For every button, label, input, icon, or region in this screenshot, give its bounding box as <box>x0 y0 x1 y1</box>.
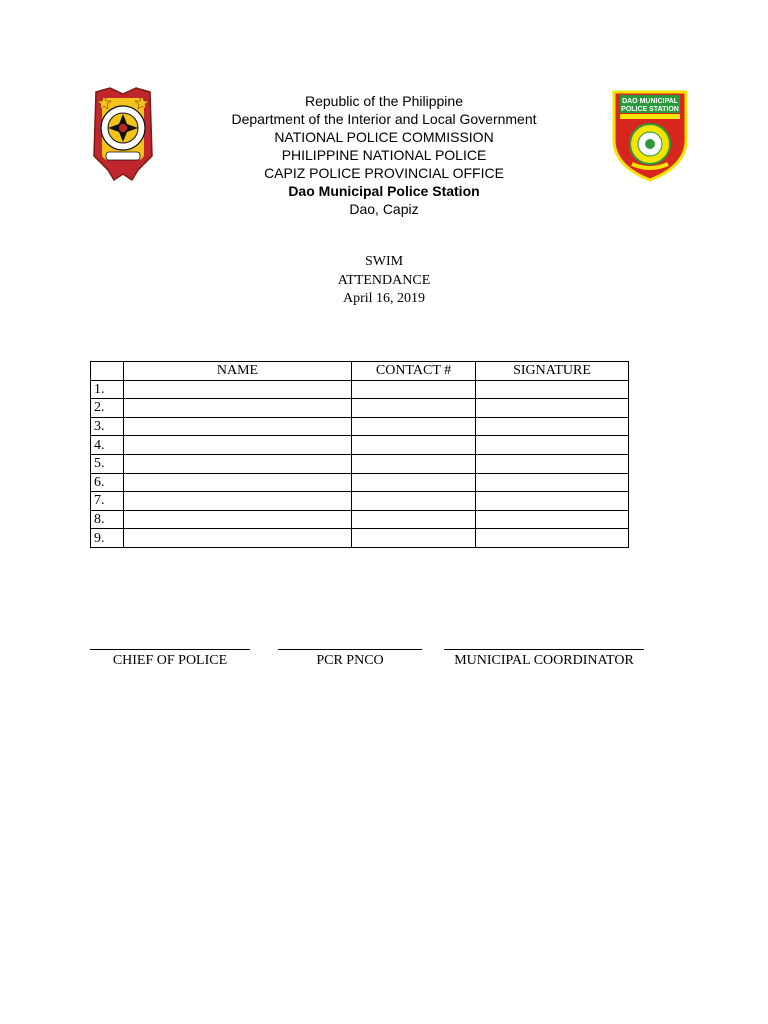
table-row <box>91 417 629 436</box>
signature-cell[interactable] <box>476 510 629 529</box>
contact-cell[interactable] <box>352 454 476 473</box>
table-row <box>91 454 629 473</box>
badge-title-line2: POLICE STATION <box>621 106 679 113</box>
signature-block-coordinator <box>444 641 644 669</box>
document-subtitle: ATTENDANCE <box>337 272 431 288</box>
column-header-contact: CONTACT # <box>352 362 476 381</box>
document-date: April 16, 2019 <box>342 291 426 306</box>
signature-cell[interactable] <box>476 399 629 418</box>
letterhead-line: PHILIPPINE NATIONAL POLICE <box>281 147 487 163</box>
name-cell[interactable] <box>124 380 352 399</box>
contact-cell[interactable] <box>352 436 476 455</box>
row-number: 1. <box>91 380 124 399</box>
table-row <box>91 473 629 492</box>
row-number: 8. <box>91 510 124 529</box>
letterhead-line: CAPIZ POLICE PROVINCIAL OFFICE <box>264 165 504 181</box>
table-header-row <box>91 362 629 381</box>
pnp-seal-icon <box>92 86 154 182</box>
table-row <box>91 380 629 399</box>
contact-cell[interactable] <box>352 417 476 436</box>
row-number: 9. <box>91 529 124 548</box>
signatory-label: CHIEF OF POLICE <box>112 653 228 668</box>
signature-block-pcr <box>278 641 422 669</box>
table-row <box>91 436 629 455</box>
signature-cell[interactable] <box>476 454 629 473</box>
name-cell[interactable] <box>124 399 352 418</box>
name-cell[interactable] <box>124 510 352 529</box>
contact-cell[interactable] <box>352 473 476 492</box>
signature-line[interactable] <box>278 641 422 650</box>
dao-municipal-police-station-badge-icon <box>610 88 690 182</box>
name-cell[interactable] <box>124 473 352 492</box>
signature-cell[interactable] <box>476 417 629 436</box>
document-title: SWIM <box>364 254 404 269</box>
signature-cell[interactable] <box>476 436 629 455</box>
contact-cell[interactable] <box>352 529 476 548</box>
row-number: 5. <box>91 454 124 473</box>
column-header-signature: SIGNATURE <box>476 362 629 381</box>
station-name: Dao Municipal Police Station <box>288 183 480 199</box>
signature-cell[interactable] <box>476 380 629 399</box>
row-number: 7. <box>91 492 124 511</box>
signature-line[interactable] <box>444 641 644 650</box>
station-location: Dao, Capiz <box>349 201 419 217</box>
signature-cell[interactable] <box>476 529 629 548</box>
table-row <box>91 529 629 548</box>
contact-cell[interactable] <box>352 399 476 418</box>
name-cell[interactable] <box>124 417 352 436</box>
name-cell[interactable] <box>124 436 352 455</box>
attendance-table <box>90 361 629 548</box>
row-number: 4. <box>91 436 124 455</box>
contact-cell[interactable] <box>352 492 476 511</box>
letterhead-line: NATIONAL POLICE COMMISSION <box>274 129 494 145</box>
column-header-number <box>91 362 124 381</box>
row-number: 2. <box>91 399 124 418</box>
table-row <box>91 510 629 529</box>
table-row <box>91 399 629 418</box>
signature-block-chief <box>90 641 250 669</box>
name-cell[interactable] <box>124 492 352 511</box>
row-number: 3. <box>91 417 124 436</box>
contact-cell[interactable] <box>352 510 476 529</box>
column-header-name: NAME <box>124 362 352 381</box>
contact-cell[interactable] <box>352 380 476 399</box>
name-cell[interactable] <box>124 454 352 473</box>
signatory-label: MUNICIPAL COORDINATOR <box>454 653 634 668</box>
badge-title-line1: DAO MUNICIPAL <box>622 98 678 105</box>
letterhead-line: Republic of the Philippine <box>305 93 463 109</box>
table-row <box>91 492 629 511</box>
signature-cell[interactable] <box>476 473 629 492</box>
document-title-block <box>234 253 534 309</box>
signature-cell[interactable] <box>476 492 629 511</box>
row-number: 6. <box>91 473 124 492</box>
signatory-label: PCR PNCO <box>316 653 384 668</box>
name-cell[interactable] <box>124 529 352 548</box>
letterhead <box>184 92 584 218</box>
letterhead-line: Department of the Interior and Local Government <box>231 111 537 127</box>
signature-line[interactable] <box>90 641 250 650</box>
